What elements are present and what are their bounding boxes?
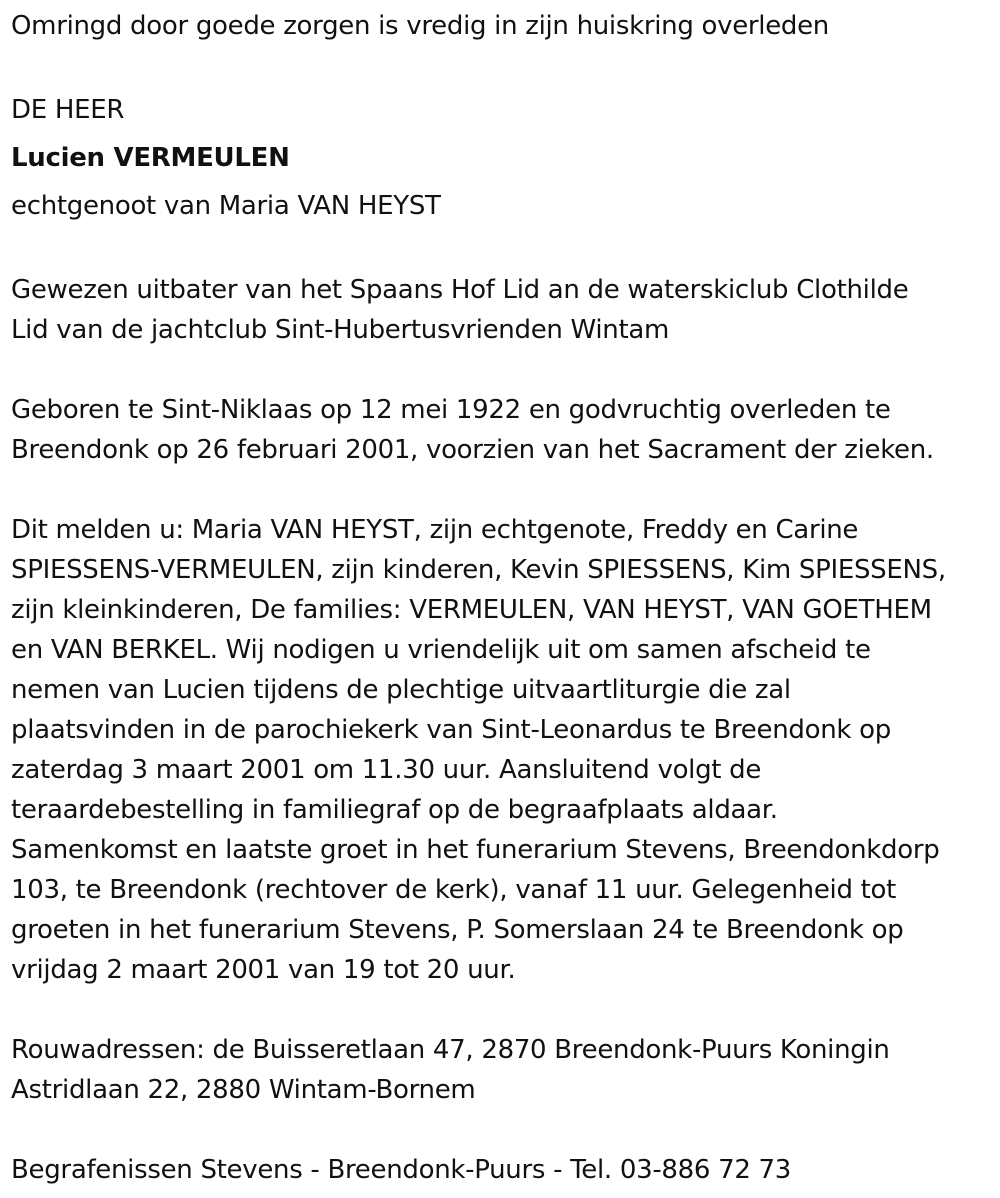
intro-text: Omringd door goede zorgen is vredig in zijn huiskring overleden — [11, 11, 829, 41]
death-notice — [11, 6, 996, 1190]
addresses-text: Rouwadressen: de Buisseretlaan 47, 2870 Breendonk-Puurs Koningin Astridlaan 22, 2880 Wintam-Bornem — [11, 1035, 890, 1105]
announcement-text: Dit melden u: Maria VAN HEYST, zijn echtgenote, Freddy en Carine SPIESSENS-VERMEULEN, zijn kinderen, Kevin SPIESSENS, Kim SPIESSENS, zijn kleinkinderen, De families: VERMEULEN, VAN HEYST, VAN GOETHEM en VAN BERKEL. Wij nodigen u vriendelijk uit om samen afscheid te nemen van Lucien tijdens de plechtige uitvaartliturgie die zal plaatsvinden in de parochiekerk van Sint-Leonardus te Breendonk op zaterdag 3 maart 2001 om 11.30 uur. Aansluitend volgt de teraardebestelling in familiegraf op de begraafplaats aldaar. Samenkomst en laatste groet in het funerarium Stevens, Breendonkdorp 103, te Breendonk (rechtover de kerk), vanaf 11 uur. Gelegenheid tot groeten in het funerarium Stevens, P. Somerslaan 24 te Breendonk op vrijdag 2 maart 2001 van 19 tot 20 uur. — [11, 515, 946, 985]
deceased-name: Lucien VERMEULEN — [11, 143, 290, 173]
functions-text: Gewezen uitbater van het Spaans Hof Lid an de waterskiclub Clothilde Lid van de jachtclub Sint-Hubertusvrienden Wintam — [11, 275, 909, 345]
undertaker-text: Begrafenissen Stevens - Breendonk-Puurs - Tel. 03-886 72 73 — [11, 1155, 792, 1185]
spouse-text: echtgenoot van Maria VAN HEYST — [11, 191, 441, 221]
birth-death-text: Geboren te Sint-Niklaas op 12 mei 1922 en godvruchtig overleden te Breendonk op 26 februari 2001, voorzien van het Sacrament der zieken. — [11, 395, 934, 465]
title-text: DE HEER — [11, 95, 125, 125]
